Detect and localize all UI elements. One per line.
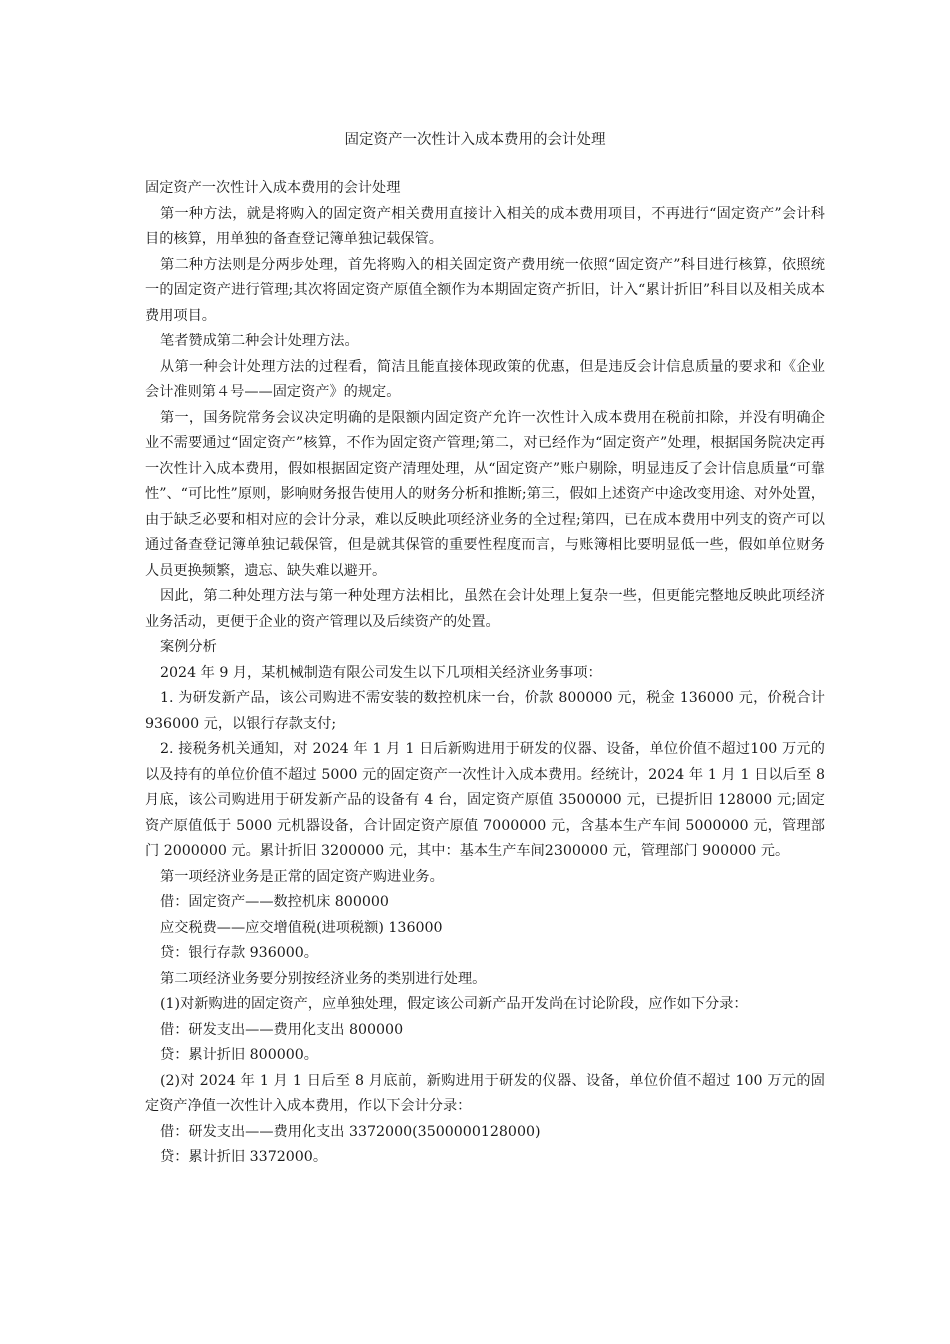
paragraph: 第二项经济业务要分别按经济业务的类别进行处理。 — [160, 970, 487, 987]
paragraph: 1. 为研发新产品，该公司购进不需安装的数控机床一台，价款 800000 元，税金 136000 元，价税合计 936000 元，以银行存款支付; — [145, 690, 825, 732]
paragraph: 借：研发支出——费用化支出 3372000(3500000128000) — [160, 1123, 541, 1140]
paragraph: 第一项经济业务是正常的固定资产购进业务。 — [160, 868, 444, 885]
document-body — [145, 176, 825, 1171]
paragraph: 第二种方法则是分两步处理，首先将购入的相关固定资产费用统一依照“固定资产”科目进行核算，依照统一的固定资产进行管理;其次将固定资产原值全额作为本期固定资产折旧，计入“累计折旧”科目以及相关成本费用项目。 — [145, 256, 825, 324]
paragraph: 借：研发支出——费用化支出 800000 — [160, 1021, 404, 1038]
paragraph: 2024 年 9 月，某机械制造有限公司发生以下几项相关经济业务事项： — [160, 664, 602, 681]
paragraph: 从第一种会计处理方法的过程看，简洁且能直接体现政策的优惠，但是违反会计信息质量的要求和《企业会计准则第４号——固定资产》的规定。 — [145, 358, 825, 400]
paragraph: 因此，第二种处理方法与第一种处理方法相比，虽然在会计处理上复杂一些，但更能完整地反映此项经济业务活动，更便于企业的资产管理以及后续资产的处置。 — [145, 588, 825, 630]
paragraph: 2. 接税务机关通知，对 2024 年 1 月 1 日后新购进用于研发的仪器、设备，单位价值不超过100 万元的以及持有的单位价值不超过 5000 元的固定资产一次性计入成本费用。经统计，2024 年 1 月 1 日以后至 8 月底，该公司购进用于研发新产品的设备有 4 台，固定资产原值 3500000 元，已提折旧 128000 元;固定资产原值低于 5000 元机器设备，合计固定资产原值 7000000 元，含基本生产车间 5000000 元，管理部门 2000000 元。累计折旧 3200000 元，其中：基本生产车间2300000 元，管理部门 900000 元。 — [145, 741, 825, 859]
paragraph: 应交税费——应交增值税(进项税额) 136000 — [160, 919, 443, 936]
paragraph: 贷：银行存款 936000。 — [160, 945, 318, 961]
paragraph: 借：固定资产——数控机床 800000 — [160, 894, 389, 910]
paragraph: 案例分析 — [160, 639, 217, 655]
paragraph: 贷：累计折旧 3372000。 — [160, 1149, 328, 1165]
paragraph: 第一种方法，就是将购入的固定资产相关费用直接计入相关的成本费用项目，不再进行“固定资产”会计科目的核算，用单独的备查登记簿单独记载保管。 — [145, 205, 825, 247]
document-title: 固定资产一次性计入成本费用的会计处理 — [344, 132, 606, 148]
section-heading: 固定资产一次性计入成本费用的会计处理 — [145, 180, 401, 196]
paragraph: 笔者赞成第二种会计处理方法。 — [160, 333, 359, 349]
paragraph: 第一，国务院常务会议决定明确的是限额内固定资产允许一次性计入成本费用在税前扣除，并没有明确企业不需要通过“固定资产”核算，不作为固定资产管理;第二，对已经作为“固定资产”处理，根据国务院决定再一次性计入成本费用，假如根据固定资产清理处理，从“固定资产”账户剔除，明显违反了会计信息质量“可靠性”、“可比性”原则，影响财务报告使用人的财务分析和推断;第三，假如上述资产中途改变用途、对外处置，由于缺乏必要和相对应的会计分录，难以反映此项经济业务的全过程;第四，已在成本费用中列支的资产可以通过备查登记簿单独记载保管，但是就其保管的重要性程度而言，与账簿相比要明显低一些，假如单位财务人员更换频繁，遗忘、缺失难以避开。 — [145, 409, 825, 579]
paragraph: (1)对新购进的固定资产，应单独处理，假定该公司新产品开发尚在讨论阶段，应作如下分录： — [160, 996, 748, 1012]
paragraph: 贷：累计折旧 800000。 — [160, 1047, 318, 1063]
paragraph: (2)对 2024 年 1 月 1 日后至 8 月底前，新购进用于研发的仪器、设备，单位价值不超过 100 万元的固定资产净值一次性计入成本费用，作以下会计分录： — [145, 1072, 825, 1114]
